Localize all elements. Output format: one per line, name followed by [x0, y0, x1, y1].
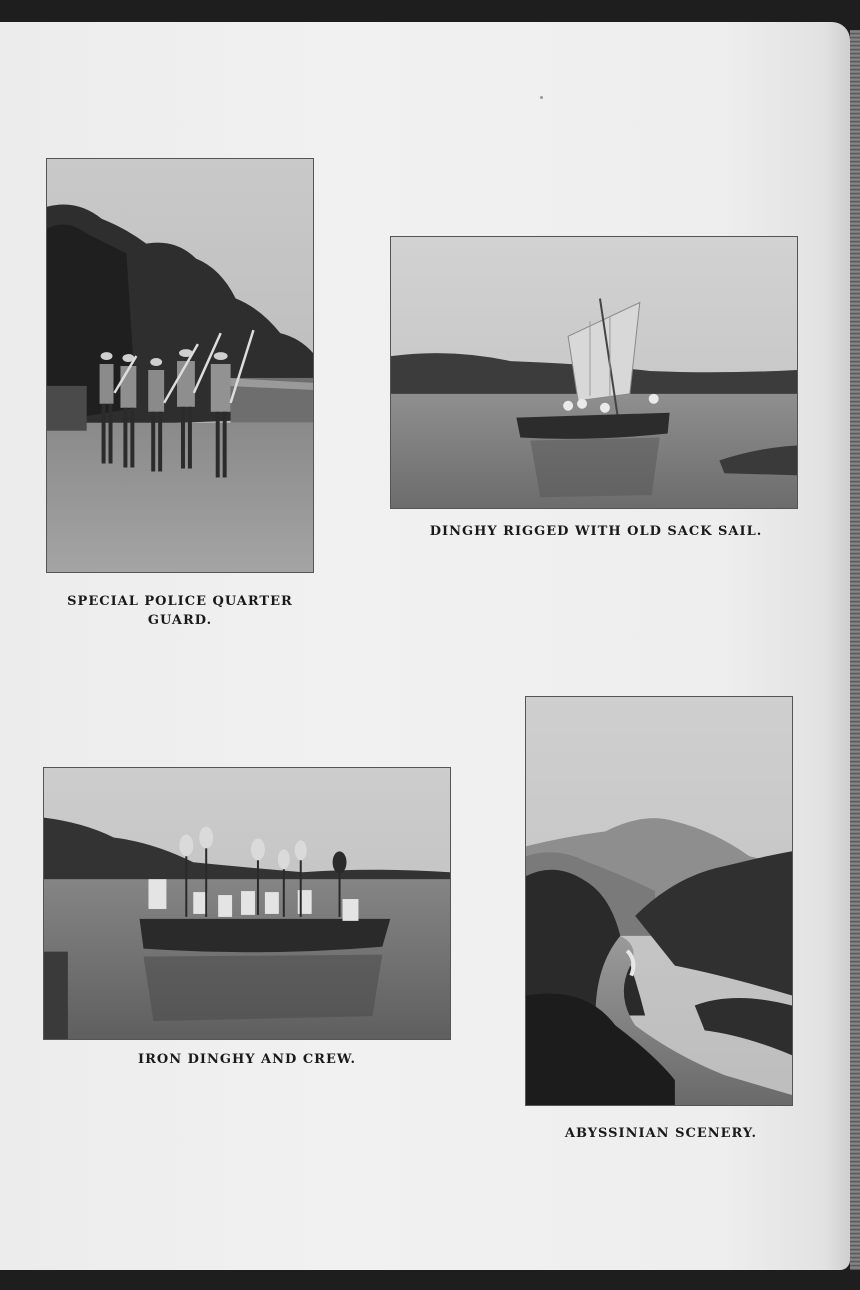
quarter-guard-image	[47, 159, 313, 572]
caption-quarter-guard-line1: SPECIAL POLICE QUARTER	[67, 594, 293, 609]
photo-quarter-guard	[46, 158, 314, 573]
dust-speck	[540, 96, 543, 99]
caption-iron-dinghy-text: IRON DINGHY AND CREW.	[138, 1052, 356, 1067]
album-page	[0, 22, 850, 1270]
dinghy-sail-image	[391, 237, 797, 508]
page-edge	[850, 30, 860, 1270]
caption-quarter-guard-line2: GUARD.	[147, 613, 213, 628]
iron-dinghy-image	[44, 768, 450, 1039]
photo-scenery	[525, 696, 793, 1106]
photo-dinghy-sail	[390, 236, 798, 509]
caption-scenery-text: ABYSSINIAN SCENERY.	[564, 1126, 758, 1141]
caption-scenery	[525, 1124, 797, 1143]
caption-dinghy-sail	[390, 522, 802, 541]
caption-quarter-guard	[46, 592, 314, 630]
scenery-image	[526, 697, 792, 1105]
caption-dinghy-sail-text: DINGHY RIGGED WITH OLD SACK SAIL.	[429, 524, 763, 539]
caption-iron-dinghy	[43, 1050, 451, 1069]
photo-iron-dinghy	[43, 767, 451, 1040]
